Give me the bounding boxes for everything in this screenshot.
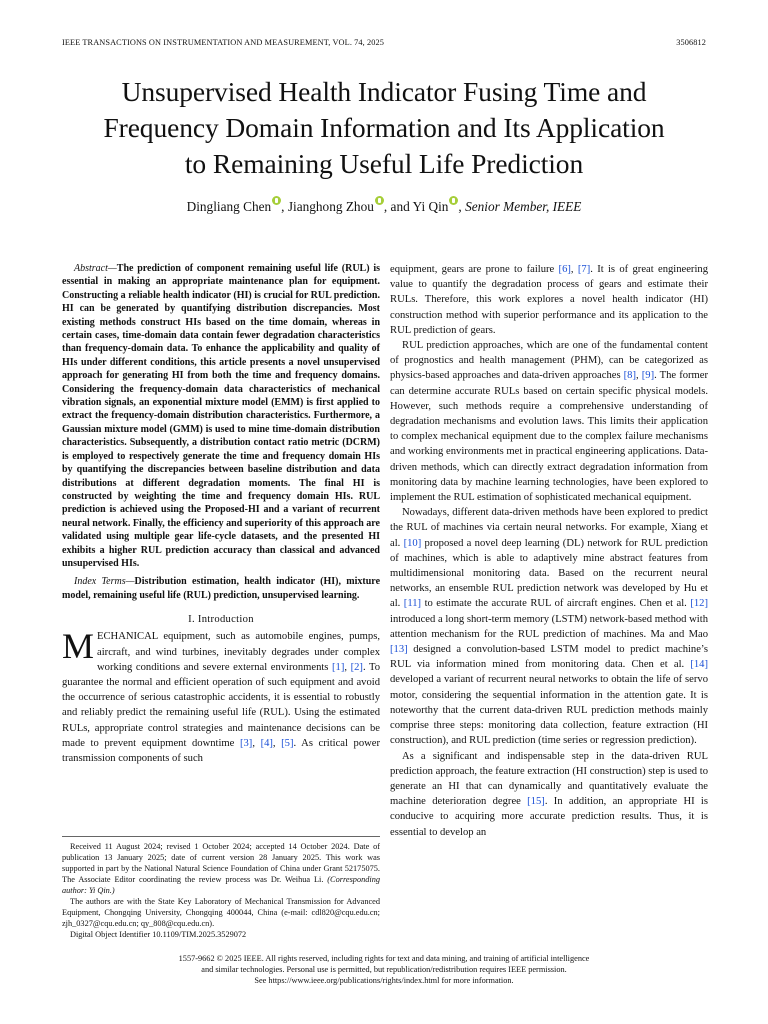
orcid-icon[interactable] (272, 196, 281, 205)
copyright-notice (60, 953, 708, 987)
citation-link[interactable]: [6] (558, 264, 571, 275)
affiliation: The authors are with the State Key Laboratory of Mechanical Transmission for Advanced Equipment, Chongqing University, Chongqing 400044, China (e-mail: cdl820@cqu.edu.cn; zjh_0327@cqu.edu.cn; qy_808@cqu.edu.cn). (62, 897, 380, 928)
index-terms (62, 575, 380, 602)
copyright-line: See https://www.ieee.org/publications/rights/index.html for more information. (254, 976, 514, 986)
body-text: designed a convolution-based LSTM model to predict machine’s RUL via information mined from monitoring data. Chen et al. (390, 644, 708, 671)
body-text: developed a variant of recurrent neural networks to obtain the life of servo motor, considering the sequential information in the attention gate. It is noteworthy that the current data-driven RUL prediction methods mainly comprise three steps: monitoring data collection, feature extraction (HI construction), and RUL prediction (time series or regression prediction). (390, 674, 708, 747)
orcid-icon[interactable] (375, 196, 384, 205)
body-text: , (636, 370, 642, 382)
citation-link[interactable]: [8] (623, 370, 637, 382)
citation-link[interactable]: [4] (260, 737, 273, 749)
right-column (390, 262, 708, 840)
body-text: introduced a long short-term memory (LSTM) network-based method with attention mechanism for the RUL prediction of machines. Ma and Mao (390, 613, 708, 640)
author-list (60, 196, 708, 215)
citation-link[interactable]: [12] (690, 598, 708, 610)
body-text: proposed a novel deep learning (DL) network for RUL prediction of machines, which is able to adaptively mine abstract features from multidimensional monitoring data. Based on the recurrent neural networks, an ensemble RUL prediction network was developed by Hu et al. (390, 537, 708, 610)
body-text: , (252, 737, 261, 749)
section-heading: I. Introduction (188, 614, 254, 626)
citation-link[interactable]: [7] (577, 264, 591, 275)
intro-paragraph (62, 626, 381, 766)
paper-title (40, 74, 728, 182)
left-column (62, 262, 380, 766)
body-paragraph (390, 338, 708, 505)
author-name: Dingliang Chen (186, 199, 272, 214)
citation-link[interactable]: [11] (403, 598, 422, 610)
index-terms-text: Distribution estimation, health indicator (HI), mixture model, remaining useful life (RUL) prediction, unsupervised learning. (62, 576, 381, 601)
first-page-footnote (62, 836, 380, 940)
body-text: ECHANICAL equipment, such as automobile engines, pumps, aircraft, and wind turbines, inevitably degrades under complex working conditions and severe external environments (97, 631, 380, 673)
citation-link[interactable]: [14] (690, 659, 708, 671)
author-separator: , (458, 199, 466, 214)
body-text: , (570, 264, 578, 275)
body-paragraph (390, 262, 708, 338)
title-line: Frequency Domain Information and Its Application (103, 112, 665, 143)
body-paragraph (390, 505, 708, 748)
copyright-line: and similar technologies. Personal use is permitted, but republication/redistribution requires IEEE permission. (201, 965, 567, 975)
title-line: to Remaining Useful Life Prediction (184, 148, 584, 179)
citation-link[interactable]: [15] (527, 796, 545, 808)
citation-link[interactable]: [1] (332, 661, 345, 673)
body-text: , (344, 661, 351, 673)
author-name: Jianghong Zhou (287, 199, 374, 214)
manuscript-dates (62, 841, 380, 896)
index-terms-label: Index Terms— (74, 576, 135, 588)
running-header (62, 38, 706, 52)
copyright-line: 1557-9662 © 2025 IEEE. All rights reserved, including rights for text and data mining, and training of artificial intelligence (178, 954, 590, 963)
citation-link[interactable]: [9] (641, 370, 655, 382)
body-text: . As critical power transmission components of such (62, 737, 380, 764)
citation-link[interactable]: [3] (239, 737, 253, 749)
body-text: Nowadays, different data-driven methods have been explored to predict the RUL of machines via certain neural networks. For example, Xiang et al. (390, 507, 708, 549)
author-separator: , (281, 199, 288, 214)
body-paragraph (390, 749, 708, 840)
body-text: equipment, gears are prone to failure (390, 264, 559, 275)
abstract (62, 262, 380, 570)
abstract-text: The prediction of component remaining useful life (RUL) is essential in making an appropriate maintenance plan for equipment. Constructing a reliable health indicator (HI) is crucial for RUL prediction. HI can be generated by quantifying distribution discrepancies. Most existing methods construct HIs based on the time domain, whereas in certain cases, time-domain data contain fewer degradation characteristics than frequency-domain data. To enhance the applicability and quality of HIs under different conditions, this article presents a novel unsupervised approach for generating HI from both the time and frequency domains. Considering the frequency-domain data characteristics of mechanical vibration signals, an exponential mixture model (EMM) is first applied to extract the frequency-domain distribution characteristics. Furthermore, a Gaussian mixture model (GMM) is used to mine time-domain distribution characteristics. Subsequently, a distribution contact ratio metric (DCRM) is employed to respectively generate the time and frequency domain HIs by quantifying the discrepancies between baseline distribution and data distributions at different degradation moments. The final HI is constructed by weighting the time and frequency domain HIs. RUL prediction is achieved using the Proposed-HI and a variant of recurrent neural network. Finally, the efficiency and superiority of this approach are validated using multiple gear life-cycle datasets, and the presented HI exhibits a higher RUL prediction accuracy than classical and advanced unsupervised HIs. (62, 263, 380, 569)
footnote-text: Received 11 August 2024; revised 1 October 2024; accepted 14 October 2024. Date of publication 13 January 2025; date of current version 28 January 2025. This work was supported in part by the National Natural Science Foundation of China under Grant 52175075. The Associate Editor coordinating the review process was Dr. Weihua Li. (62, 842, 380, 884)
citation-link[interactable]: [2] (350, 661, 363, 673)
journal-name: IEEE TRANSACTIONS ON INSTRUMENTATION AND MEASUREMENT, VOL. 74, 2025 (62, 38, 385, 47)
author-separator: , and (383, 199, 413, 214)
corresponding-author: (Corresponding author: Yi Qin.) (62, 875, 380, 895)
abstract-label: Abstract— (74, 263, 117, 274)
body-text: . To guarantee the normal and efficient operation of such equipment and avoid the occurrence of serious catastrophic accidents, it is essential to robustly and reliably predict the remaining useful life (RUL). Using the estimated RULs, appropriate control strategies and maintenance decisions can be made to prevent equipment downtime (62, 661, 381, 749)
body-text: . The former can determine accurate RULs based on certain specific physical models. However, such methods require a comprehensive understanding of degradation mechanisms and evolution laws. This limits their application to complex mechanical equipment due to the complex failure mechanisms and working environments met in practical engineering applications. Data-driven methods, which can directly extract degradation information from monitoring data by machine learning technologies, have been explored to implement the RUL estimation of sophisticated mechanical equipment. (390, 370, 709, 504)
body-text: As a significant and indispensable step in the data-driven RUL prediction approach, the feature extraction (HI construction) step is used to generate an HI that can dynamically and quantitatively evaluate the machine deterioration degree (390, 750, 708, 808)
author-name: Yi Qin (412, 199, 449, 214)
body-text: to estimate the accurate RUL of aircraft engines. Chen et al. (421, 598, 691, 610)
drop-cap: M (62, 626, 95, 667)
author-grade: Senior Member, IEEE (465, 199, 582, 214)
body-text: RUL prediction approaches, which are one of the fundamental content of prognostics and health management (PHM), can be categorized as physics-based approaches and data-driven approaches (390, 340, 708, 382)
body-text: . In addition, an appropriate HI is conducive to acquiring more accurate prediction results. Thus, it is essential to develop an (390, 796, 708, 838)
citation-link[interactable]: [5] (281, 737, 294, 749)
article-number: 3506812 (676, 38, 706, 47)
citation-link[interactable]: [10] (403, 537, 422, 549)
body-text: . It is of great engineering value to quantify the degradation process of gears and estimate their RULs. Therefore, this work explores a novel health indicator (HI) construction method with superior performance and its application to the RUL prediction of gears. (390, 264, 708, 336)
doi: Digital Object Identifier 10.1109/TIM.2025.3529072 (70, 930, 247, 939)
title-line: Unsupervised Health Indicator Fusing Time and (121, 76, 647, 107)
citation-link[interactable]: [13] (390, 644, 408, 656)
body-text: , (272, 737, 282, 749)
